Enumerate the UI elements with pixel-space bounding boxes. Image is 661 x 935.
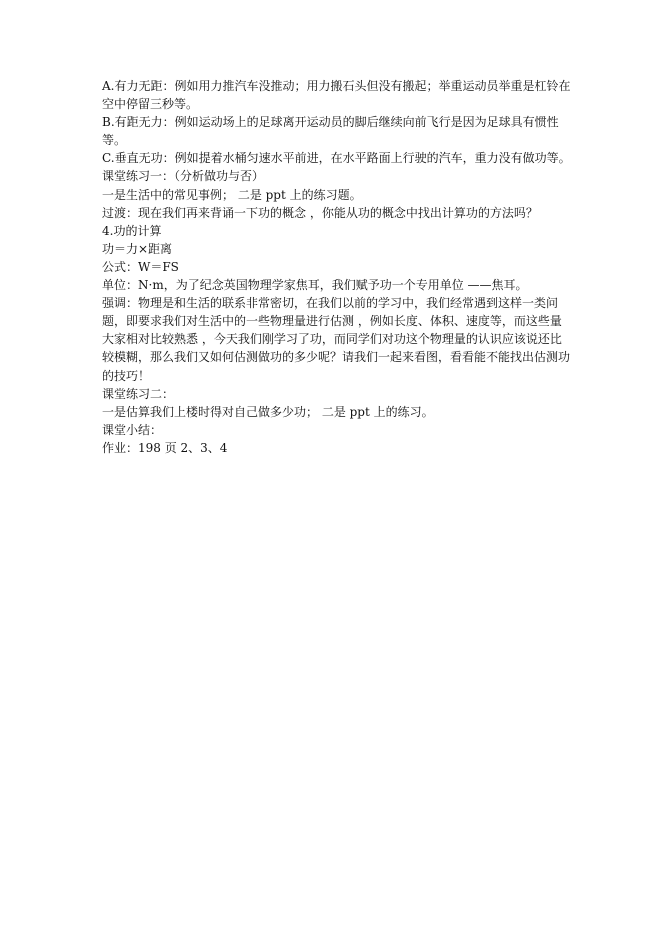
paragraph-perpendicular: C.垂直无功：例如提着水桶匀速水平前进，在水平路面上行驶的汽车，重力没有做功等。 <box>102 151 571 166</box>
homework-line: 作业：198 页 2、3、4 <box>102 440 228 455</box>
transition-paragraph: 过渡：现在我们再来背诵一下功的概念 ，你能从功的概念中找出计算功的方法吗？ <box>102 205 538 220</box>
work-formula-words: 功＝力×距离 <box>102 241 173 256</box>
document-body <box>102 77 572 457</box>
work-formula: 公式：W＝FS <box>102 259 179 274</box>
exercise-two-detail: 一是估算我们上楼时得对自己做多少功； 二是 ppt 上的练习。 <box>102 404 434 419</box>
exercise-one-detail: 一是生活中的常见事例； 二是 ppt 上的练习题。 <box>102 187 362 202</box>
unit-paragraph: 单位：N·m，为了纪念英国物理学家焦耳，我们赋予功一个专用单位 ——焦耳。 <box>102 278 528 293</box>
emphasis-paragraph: 强调：物理是和生活的联系非常密切，在我们以前的学习中，我们经常遇到这样一类问题，即要求我们对生活中的一些物理量进行估测 ，例如长度、体积、速度等，而这些量大家相对比较熟悉 ，今天我们刚学习了功，而同学们对功这个物理量的认识应该说还比较模糊，那么我们又如何估测做功的多少呢？请我们一起来看图，看看能不能找出估测功的技巧！ <box>102 296 571 383</box>
work-calculation-heading: 4.功的计算 <box>102 223 162 238</box>
exercise-two-heading: 课堂练习二： <box>102 386 175 401</box>
paragraph-no-distance: A.有力无距：例如用力推汽车没推动；用力搬石头但没有搬起；举重运动员举重是杠铃在空中停留三秒等。 <box>102 79 571 112</box>
exercise-one-heading: 课堂练习一：（分析做功与否） <box>102 169 265 184</box>
paragraph-no-force: B.有距无力：例如运动场上的足球离开运动员的脚后继续向前飞行是因为足球具有惯性等。 <box>102 115 559 148</box>
summary-heading: 课堂小结： <box>102 422 163 437</box>
